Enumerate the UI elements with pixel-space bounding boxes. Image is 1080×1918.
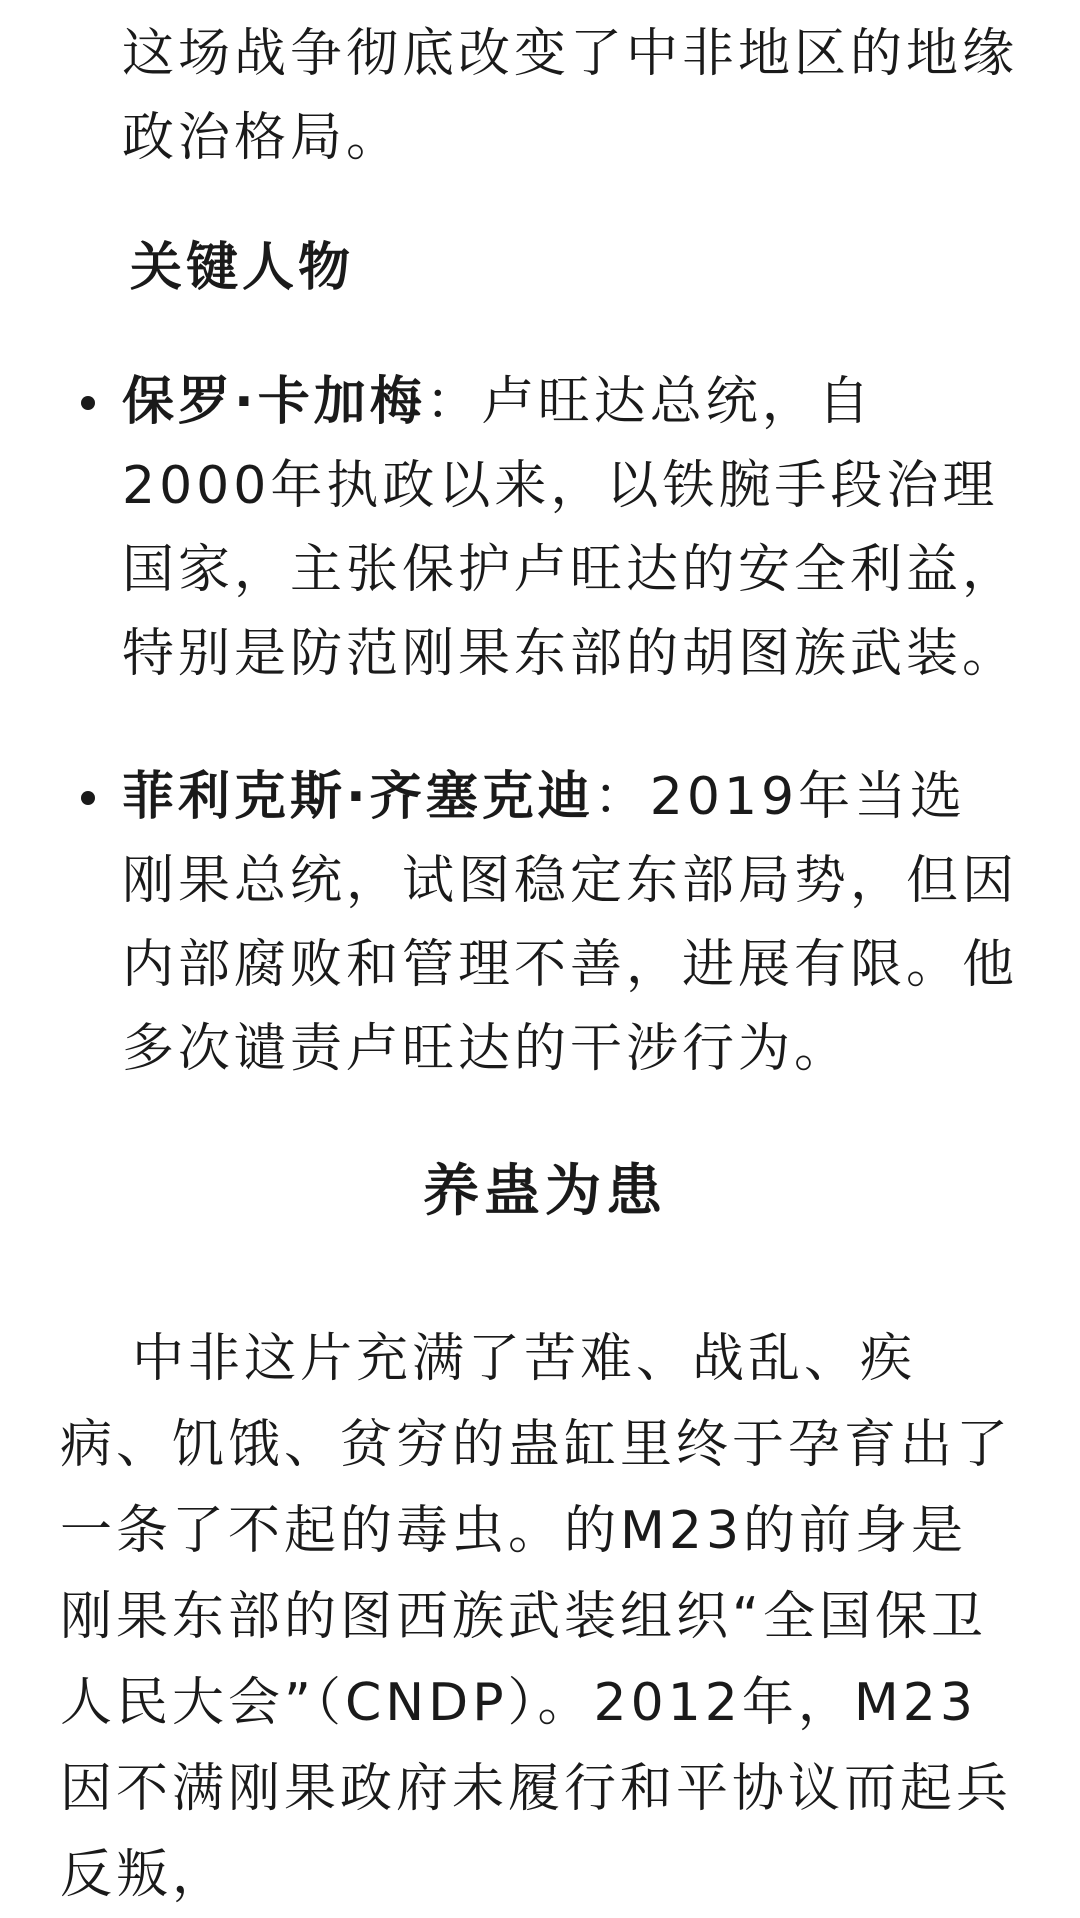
person-description: 卢旺达总统，自2000年执政以来，以铁腕手段治理国家，主张保护卢旺达的安全利益，特别是防范刚果东部的胡图族武装。 xyxy=(122,372,1019,684)
name-separator: ： xyxy=(425,372,482,432)
bullet-dot-icon xyxy=(81,396,95,410)
intro-paragraph: 这场战争彻底改变了中非地区的地缘政治格局。 xyxy=(122,24,1019,168)
list-item xyxy=(122,755,1022,1091)
person-description: 2019年当选刚果总统，试图稳定东部局势，但因内部腐败和管理不善，进展有限。他多次谴责卢旺达的干涉行为。 xyxy=(122,767,1019,1079)
list-item xyxy=(122,360,1022,696)
section-paragraph: 中非这片充满了苦难、战乱、疾病、饥饿、贫穷的蛊缸里终于孕育出了一条了不起的毒虫。的M23的前身是刚果东部的图西族武装组织“全国保卫人民大会”（CNDP）。2012年，M23因不满刚果政府未履行和平协议而起兵反叛， xyxy=(60,1329,1013,1905)
bullet-dot-icon xyxy=(81,791,95,805)
section-heading: 养蛊为患 xyxy=(423,1159,667,1224)
name-separator: ： xyxy=(593,767,650,827)
key-people-heading: 关键人物 xyxy=(130,238,355,298)
person-name: 保罗·卡加梅 xyxy=(122,372,426,432)
person-name: 菲利克斯·齐塞克迪 xyxy=(122,767,594,827)
